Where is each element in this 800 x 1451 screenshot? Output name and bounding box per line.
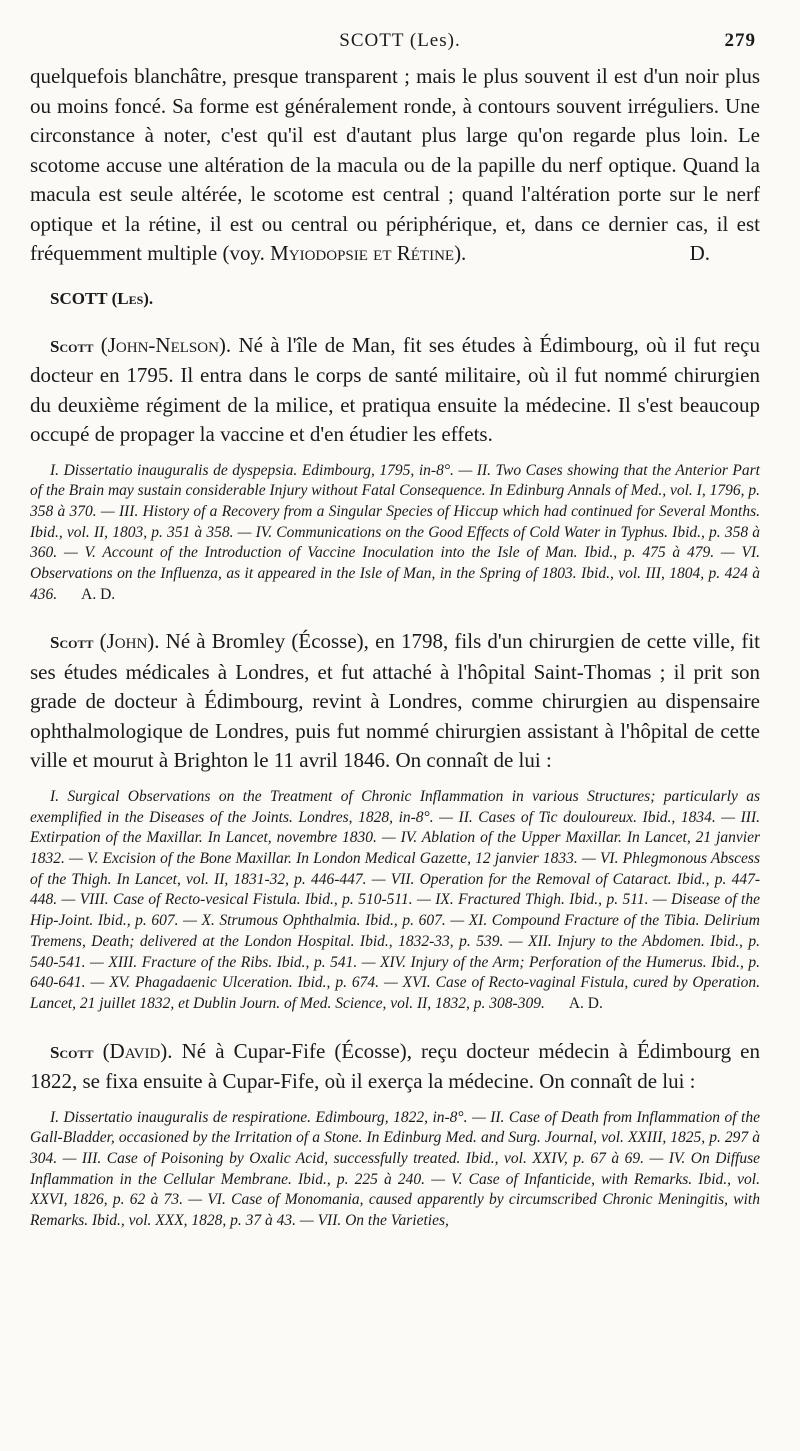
section-heading: SCOTT (Les). — [50, 288, 154, 308]
entry-works-text: I. Dissertatio inauguralis de dyspepsia. Edimbourg, 1795, in-8°. — II. Two Cases showing that the Anterior Part of the Brain may sustain considerable Injury without Fatal Consequence. In Edinburg Annals of Med., vol. I, 1796, p. 358 à 370. — III. History of a Recovery from a Singular Species of Hiccup which had continued for Several Months. Ibid., vol. II, 1803, p. 351 à 358. — IV. Communications on the Good Effects of Cold Water in Typhus. Ibid., p. 358 à 360. — V. Account of the Introduction of Vaccine Inoculation into the Isle of Man. Ibid., p. 475 à 479. — VI. Observations on the Influenza, as it appeared in the Isle of Man, in the Spring of 1803. Ibid., vol. III, 1804, p. 424 à 436. — [30, 461, 760, 603]
entry-given-name: (John). — [99, 629, 160, 654]
entry-works — [30, 787, 760, 1015]
entry-signature: A. D. — [81, 585, 116, 603]
entry-surname: Scott — [50, 1042, 94, 1062]
entry-works-text: I. Dissertatio inauguralis de respiratione. Edimbourg, 1822, in-8°. — II. Case of Death from Inflammation of the Gall-Bladder, occasioned by the Irritation of a Stone. In Edinburg Med. and Surg. Journal, vol. XXIII, 1825, p. 297 à 304. — III. Case of Poisoning by Oxalic Acid, successfully treated. Ibid., vol. XXIV, p. 67 à 69. — IV. On Diffuse Inflammation in the Cellular Membrane. Ibid., p. 225 à 240. — V. Case of Infanticide, with Remarks. Ibid., vol. XXVI, 1826, p. 62 à 73. — VI. Case of Monomania, caused apparently by circumscribed Chronic Meningitis, with Remarks. Ibid., vol. XXX, 1828, p. 37 à 43. — VII. On the Varieties, — [30, 1108, 760, 1230]
intro-crossref: Myiodopsie et Rétine). — [270, 241, 467, 265]
entry-signature: A. D. — [568, 994, 603, 1012]
entry-surname: Scott — [50, 633, 94, 653]
entry-john-nelson — [30, 331, 760, 606]
entry-surname: Scott — [50, 336, 94, 356]
entry-bio-text: Né à Bromley (Écosse), en 1798, fils d'un chirurgien de cette ville, fit ses études médicales à Londres, et fut attaché à l'hôpital Saint-Thomas ; il prit son grade de docteur à Édimbourg, revint à Londres, comme chirurgien au dispensaire ophthalmologique de Londres, puis fut nommé chirurgien assistant à l'hôpital de cette ville et mourut à Brighton le 11 avril 1846. On connaît de lui : — [30, 629, 760, 773]
entry-john — [30, 627, 760, 1014]
entry-works-text: I. Surgical Observations on the Treatment of Chronic Inflammation in various Structures; particularly as exemplified in the Diseases of the Joints. Londres, 1828, in-8°. — II. Cases of Tic douloureux. Ibid., 1834. — III. Extirpation of the Maxillar. In Lancet, novembre 1830. — IV. Ablation of the Upper Maxillar. In Lancet, 21 janvier 1832. — V. Excision of the Bone Maxillar. In London Medical Gazette, 12 janvier 1833. — VI. Phlegmonous Abscess of the Thigh. In Lancet, vol. II, 1831-32, p. 446-447. — VII. Operation for the Removal of Cataract. Ibid., p. 447-448. — VIII. Case of Recto-vesical Fistula. Ibid., p. 510-511. — IX. Fractured Thigh. Ibid., p. 511. — Disease of the Hip-Joint. Ibid., p. 607. — X. Strumous Ophthalmia. Ibid., p. 607. — XI. Compound Fracture of the Tibia. Delirium Tremens, Death; delivered at the London Hospital. Ibid., 1832-33, p. 539. — XII. Injury to the Abdomen. Ibid., p. 540-541. — XIII. Fracture of the Ribs. Ibid., p. 541. — XIV. Injury of the Arm; Perforation of the Humerus. Ibid., p. 640-641. — XV. Phagadaenic Ulceration. Ibid., p. 674. — XVI. Case of Recto-vaginal Fistula, cured by Operation. Lancet, 21 juillet 1832, et Dublin Journ. of Med. Science, vol. II, 1832, p. 308-309. — [30, 787, 760, 1012]
intro-text: quelquefois blanchâtre, presque transparent ; mais le plus souvent il est d'un noir plus ou moins foncé. Sa forme est généralement ronde, à contours souvent irréguliers. Une circonstance à noter, c'est qu'il est d'autant plus large qu'on regarde plus loin. Le scotome accuse une altération de la macula ou de la papille du nerf optique. Quand la macula est seule altérée, le scotome est central ; quand l'altération porte sur le nerf optique et la rétine, il est ou central ou périphérique, et, dans ce dernier cas, il est fréquemment multiple (voy. — [30, 64, 760, 265]
intro-signature: D. — [689, 241, 710, 265]
entry-bio — [30, 331, 760, 450]
entry-bio — [30, 1037, 760, 1097]
entry-bio-text: Né à Cupar-Fife (Écosse), reçu docteur médecin à Édimbourg en 1822, se fixa ensuite à Cupar-Fife, où il exerça la médecine. On connaît de lui : — [30, 1038, 760, 1094]
entry-works — [30, 1108, 760, 1232]
entry-bio — [30, 627, 760, 776]
running-header — [0, 30, 800, 56]
page-number: 279 — [724, 30, 756, 51]
entry-david — [30, 1037, 760, 1232]
entry-bio-text: Né à l'île de Man, fit ses études à Édimbourg, où il fut reçu docteur en 1795. Il entra dans le corps de santé militaire, où il fut nommé chirurgien du deuxième régiment de la milice, et pratiqua ensuite la médecine. Il s'est beaucoup occupé de propager la vaccine et d'en étudier les effets. — [30, 332, 761, 446]
intro-paragraph — [30, 62, 760, 269]
entry-given-name: (David). — [102, 1038, 173, 1063]
entry-given-name: (John-Nelson). — [100, 332, 232, 357]
page-body — [30, 62, 760, 1232]
running-title: SCOTT (Les). — [339, 30, 461, 51]
entry-works — [30, 461, 760, 606]
